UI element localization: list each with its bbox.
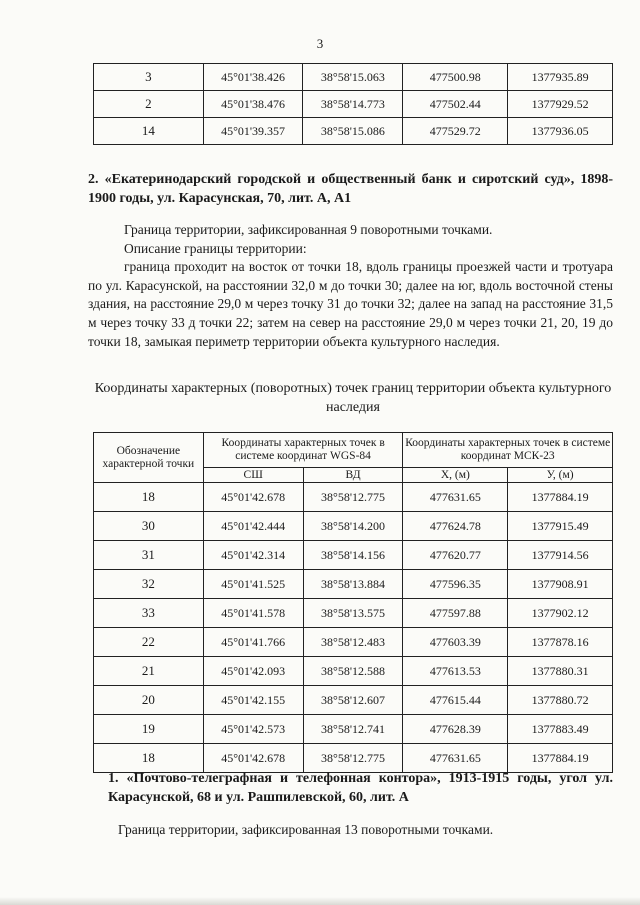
table-cell: 45°01'42.444 bbox=[203, 512, 303, 541]
table-cell: 477597.88 bbox=[403, 599, 508, 628]
table-cell: 38°58'14.200 bbox=[303, 512, 403, 541]
section2-p1: Граница территории, зафиксированная 9 поворотными точками. bbox=[124, 222, 493, 237]
table-cell: 45°01'38.426 bbox=[203, 64, 303, 91]
section3-p1: Граница территории, зафиксированная 13 поворотными точками. bbox=[118, 822, 494, 837]
table-cell: 18 bbox=[94, 483, 204, 512]
scan-edge bbox=[0, 897, 640, 905]
header-wgs84: Координаты характерных точек в системе координат WGS-84 bbox=[203, 433, 403, 468]
table-cell: 45°01'38.476 bbox=[203, 91, 303, 118]
section3-heading: 1. «Почтово-телеграфная и телефонная контора», 1913-1915 годы, угол ул. Карасунской, 68 и ул. Рашпилевской, 60, лит. А bbox=[108, 771, 613, 805]
table-row bbox=[94, 512, 613, 541]
table-cell: 477615.44 bbox=[403, 686, 508, 715]
table-row bbox=[94, 91, 613, 118]
table-cell: 45°01'42.155 bbox=[203, 686, 303, 715]
table-row bbox=[94, 483, 613, 512]
table1-body bbox=[94, 64, 613, 145]
table-cell: 1377902.12 bbox=[508, 599, 613, 628]
table-cell: 38°58'12.607 bbox=[303, 686, 403, 715]
table-cell: 38°58'14.156 bbox=[303, 541, 403, 570]
table-cell: 38°58'15.086 bbox=[303, 118, 403, 145]
table-cell: 1377883.49 bbox=[508, 715, 613, 744]
table-cell: 45°01'42.093 bbox=[203, 657, 303, 686]
table-cell: 38°58'15.063 bbox=[303, 64, 403, 91]
table-cell: 38°58'12.588 bbox=[303, 657, 403, 686]
table-cell: 45°01'41.578 bbox=[203, 599, 303, 628]
table-cell: 1377884.19 bbox=[508, 744, 613, 773]
table-cell: 45°01'42.573 bbox=[203, 715, 303, 744]
subheader-x: X, (м) bbox=[403, 468, 508, 483]
table2-body bbox=[94, 483, 613, 773]
table-cell: 45°01'42.678 bbox=[203, 483, 303, 512]
header-msk23: Координаты характерных точек в системе координат МСК-23 bbox=[403, 433, 613, 468]
table-cell: 1377878.16 bbox=[508, 628, 613, 657]
table-cell: 38°58'12.483 bbox=[303, 628, 403, 657]
table-cell: 1377915.49 bbox=[508, 512, 613, 541]
table-row bbox=[94, 657, 613, 686]
table-cell: 38°58'12.775 bbox=[303, 483, 403, 512]
subheader-vd: ВД bbox=[303, 468, 403, 483]
table-cell: 30 bbox=[94, 512, 204, 541]
table-cell: 1377908.91 bbox=[508, 570, 613, 599]
table-cell: 477603.39 bbox=[403, 628, 508, 657]
table-cell: 1377914.56 bbox=[508, 541, 613, 570]
section2-p2: Описание границы территории: bbox=[124, 240, 307, 256]
table-cell: 45°01'42.678 bbox=[203, 744, 303, 773]
table-cell: 477529.72 bbox=[403, 118, 508, 145]
table-row bbox=[94, 686, 613, 715]
table-cell: 45°01'39.357 bbox=[203, 118, 303, 145]
table-cell: 3 bbox=[94, 64, 204, 91]
table-cell: 38°58'12.775 bbox=[303, 744, 403, 773]
table-cell: 20 bbox=[94, 686, 204, 715]
table-cell: 38°58'13.884 bbox=[303, 570, 403, 599]
table-cell: 14 bbox=[94, 118, 204, 145]
subheader-sh: СШ bbox=[203, 468, 303, 483]
table-row bbox=[94, 715, 613, 744]
table-cell: 477628.39 bbox=[403, 715, 508, 744]
table-cell: 1377880.72 bbox=[508, 686, 613, 715]
table-row bbox=[94, 118, 613, 145]
table2-caption: Координаты характерных (поворотных) точек границ территории объекта культурного наследия bbox=[94, 381, 612, 415]
table-cell: 477502.44 bbox=[403, 91, 508, 118]
subheader-y: У, (м) bbox=[508, 468, 613, 483]
section2-p3: граница проходит на восток от точки 18, вдоль границы проезжей части и тротуара по ул. Карасунской, на расстоянии 32,0 м до точки 30; далее на юг, вдоль восточной стены здания, на расстояние 29,0 м через точку 31 до точки 32; далее на запад на расстояние 31,5 м через точку 33 д точки 22; затем на север на расстояние 29,0 м через точки 21, 20, 19 до точки 18, замыкая периметр территории объекта культурного наследия. bbox=[88, 259, 613, 349]
table-cell: 477500.98 bbox=[403, 64, 508, 91]
table-row bbox=[94, 541, 613, 570]
table-cell: 38°58'13.575 bbox=[303, 599, 403, 628]
section2-heading: 2. «Екатеринодарский городской и общественный банк и сиротский суд», 1898-1900 годы, ул. Карасунская, 70, лит. А, А1 bbox=[88, 172, 613, 206]
table-cell: 45°01'42.314 bbox=[203, 541, 303, 570]
table-cell: 33 bbox=[94, 599, 204, 628]
table-cell: 477624.78 bbox=[403, 512, 508, 541]
table-cell: 45°01'41.525 bbox=[203, 570, 303, 599]
table-cell: 1377936.05 bbox=[508, 118, 613, 145]
table-row bbox=[94, 599, 613, 628]
table-cell: 477620.77 bbox=[403, 541, 508, 570]
table-cell: 38°58'14.773 bbox=[303, 91, 403, 118]
coordinates-table-continued bbox=[93, 63, 613, 145]
table-cell: 31 bbox=[94, 541, 204, 570]
coordinates-table bbox=[93, 432, 613, 773]
table-cell: 477631.65 bbox=[403, 744, 508, 773]
table-cell: 1377884.19 bbox=[508, 483, 613, 512]
table-cell: 45°01'41.766 bbox=[203, 628, 303, 657]
table-row bbox=[94, 628, 613, 657]
header-designation: Обозначение характерной точки bbox=[94, 433, 204, 483]
page-number: 3 bbox=[316, 36, 324, 51]
table-cell: 19 bbox=[94, 715, 204, 744]
table-cell: 1377929.52 bbox=[508, 91, 613, 118]
section2-text bbox=[88, 221, 613, 351]
table-cell: 477613.53 bbox=[403, 657, 508, 686]
table-cell: 32 bbox=[94, 570, 204, 599]
table-cell: 38°58'12.741 bbox=[303, 715, 403, 744]
table-cell: 18 bbox=[94, 744, 204, 773]
table-cell: 477631.65 bbox=[403, 483, 508, 512]
table-cell: 477596.35 bbox=[403, 570, 508, 599]
table-cell: 2 bbox=[94, 91, 204, 118]
table-cell: 21 bbox=[94, 657, 204, 686]
table-row bbox=[94, 570, 613, 599]
table-row bbox=[94, 64, 613, 91]
table-cell: 22 bbox=[94, 628, 204, 657]
table-cell: 1377935.89 bbox=[508, 64, 613, 91]
table-cell: 1377880.31 bbox=[508, 657, 613, 686]
